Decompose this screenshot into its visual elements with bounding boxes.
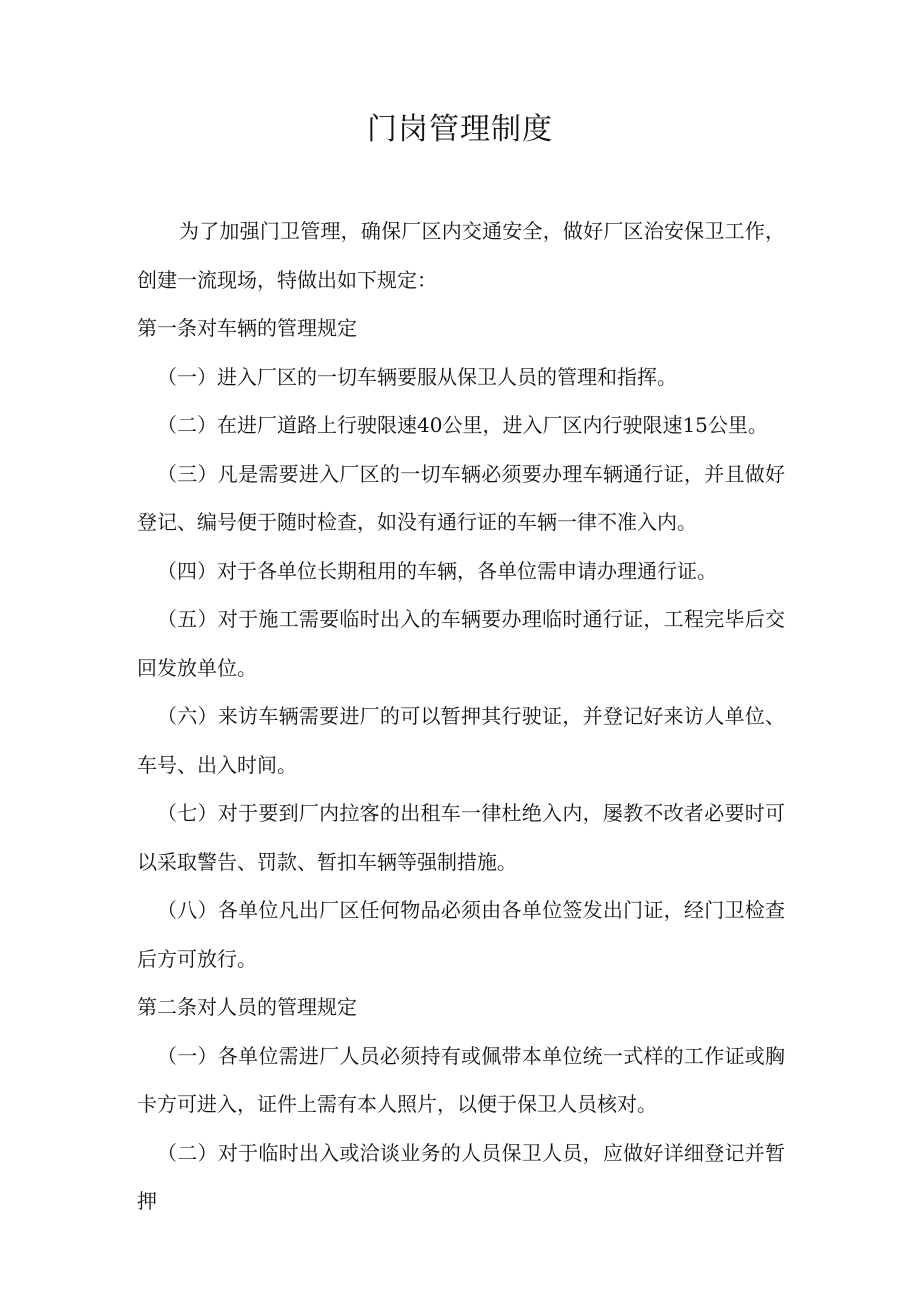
intro-paragraph: 为了加强门卫管理，确保厂区内交通安全，做好厂区治安保卫工作，创建一流现场，特做出如下规定： — [137, 219, 785, 292]
personnel-rule-1: （一）各单位需进厂人员必须持有或佩带本单位统一式样的工作证或胸卡方可进入，证件上需有本人照片，以便于保卫人员核对。 — [137, 1043, 785, 1116]
vehicle-rule-7: （七）对于要到厂内拉客的出租车一律杜绝入内，屡教不改者必要时可以采取警告、罚款、暂扣车辆等强制措施。 — [137, 801, 785, 874]
vehicle-rule-2: （二）在进厂道路上行驶限速40公里，进入厂区内行驶限速15公里。 — [157, 413, 768, 437]
vehicle-rule-1: （一）进入厂区的一切车辆要服从保卫人员的管理和指挥。 — [157, 364, 677, 389]
personnel-rule-2: （二）对于临时出入或洽谈业务的人员保卫人员，应做好详细登记并暂押 — [137, 1140, 785, 1213]
vehicle-rule-6: （六）来访车辆需要进厂的可以暂押其行驶证，并登记好来访人单位、车号、出入时间。 — [137, 704, 785, 777]
document-title: 门岗管理制度 — [367, 112, 553, 147]
vehicle-rule-3: （三）凡是需要进入厂区的一切车辆必须要办理车辆通行证，并且做好登记、编号便于随时检查，如没有通行证的车辆一律不准入内。 — [137, 461, 785, 534]
vehicle-rule-4: （四）对于各单位长期租用的车辆，各单位需申请办理通行证。 — [157, 558, 717, 583]
vehicle-rule-8: （八）各单位凡出厂区任何物品必须由各单位签发出门证，经门卫检查后方可放行。 — [137, 898, 785, 971]
document-body — [137, 207, 785, 1226]
section-heading-vehicles: 第一条对车辆的管理规定 — [137, 316, 357, 340]
vehicle-rule-5: （五）对于施工需要临时出入的车辆要办理临时通行证，工程完毕后交回发放单位。 — [137, 607, 785, 680]
section-heading-personnel: 第二条对人员的管理规定 — [137, 995, 357, 1019]
